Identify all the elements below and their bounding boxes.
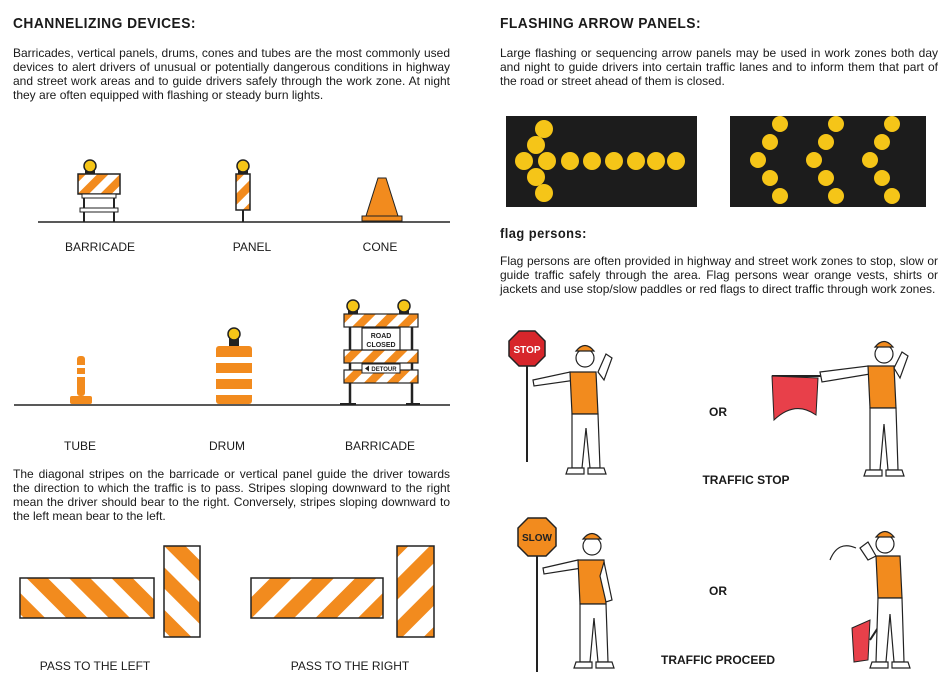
label-pass-left: PASS TO THE LEFT [39,659,151,673]
flag-person-red-flag-stop-icon [772,342,908,477]
detour-text: DETOUR [371,367,397,373]
label-barricade-2: BARRICADE [344,439,415,453]
label-barricade-1: BARRICADE [64,240,135,254]
channelizing-intro-text: Barricades, vertical panels, drums, cones and tubes are the most commonly used devices to alert drivers of unusual or potentially dangerous conditions in highway and street work areas and to guide drivers safely through the work zone. At night they are often equipped with flashing or steady burn lights. [13,46,450,102]
slow-sign-text: SLOW [522,533,552,544]
arrow-panel-left-arrow-icon [506,116,697,207]
stop-sign-text: STOP [513,345,541,356]
label-panel: PANEL [232,240,272,254]
label-tube: TUBE [63,439,96,453]
label-drum: DRUM [209,439,245,453]
barricade-1-icon [78,160,120,222]
tube-icon [70,356,92,404]
flag-persons-heading: flag persons: [500,225,587,241]
pass-left-panels-icon [20,546,200,637]
arrow-panel-chevrons-icon [730,116,926,207]
or-label-1: OR [709,405,727,419]
cone-icon [362,178,402,221]
flashing-arrow-panels-heading: FLASHING ARROW PANELS: [500,15,702,32]
channelizing-devices-heading: CHANNELIZING DEVICES: [13,15,196,32]
flag-person-slow-paddle-icon [518,518,614,672]
label-cone: CONE [362,240,398,254]
arrow-panels-text: Large flashing or sequencing arrow panels may be used in work zones both day and night to guide drivers into certain traffic lanes and to inform them that part of the road or street ahead of them is closed. [500,46,938,88]
traffic-proceed-label: TRAFFIC PROCEED [661,653,775,667]
stripes-explanation-text: The diagonal stripes on the barricade or vertical panel guide the driver towards the direction to which the traffic is to pass. Stripes sloping downward to the right mean the driver should bear to the right. Conversely, stripes sloping downward to the left mean bear to the left. [13,467,450,523]
vertical-panel-icon [236,160,250,222]
flag-person-stop-paddle-icon [509,331,612,474]
road-closed-barricade-icon [340,300,420,404]
pass-right-panels-icon [251,546,434,637]
closed-text: CLOSED [366,342,396,349]
drum-icon [216,328,252,404]
flag-person-proceed-icon [830,532,910,669]
or-label-2: OR [709,584,727,598]
road-text: ROAD [370,333,392,340]
flag-persons-text: Flag persons are often provided in highway and street work zones to stop, slow or guide traffic safely through the area. Flag persons wear orange vests, shirts or jackets and use stop/slow paddles or red flags to direct traffic through work zones. [500,254,938,296]
label-pass-right: PASS TO THE RIGHT [290,659,410,673]
traffic-stop-label: TRAFFIC STOP [702,473,790,487]
